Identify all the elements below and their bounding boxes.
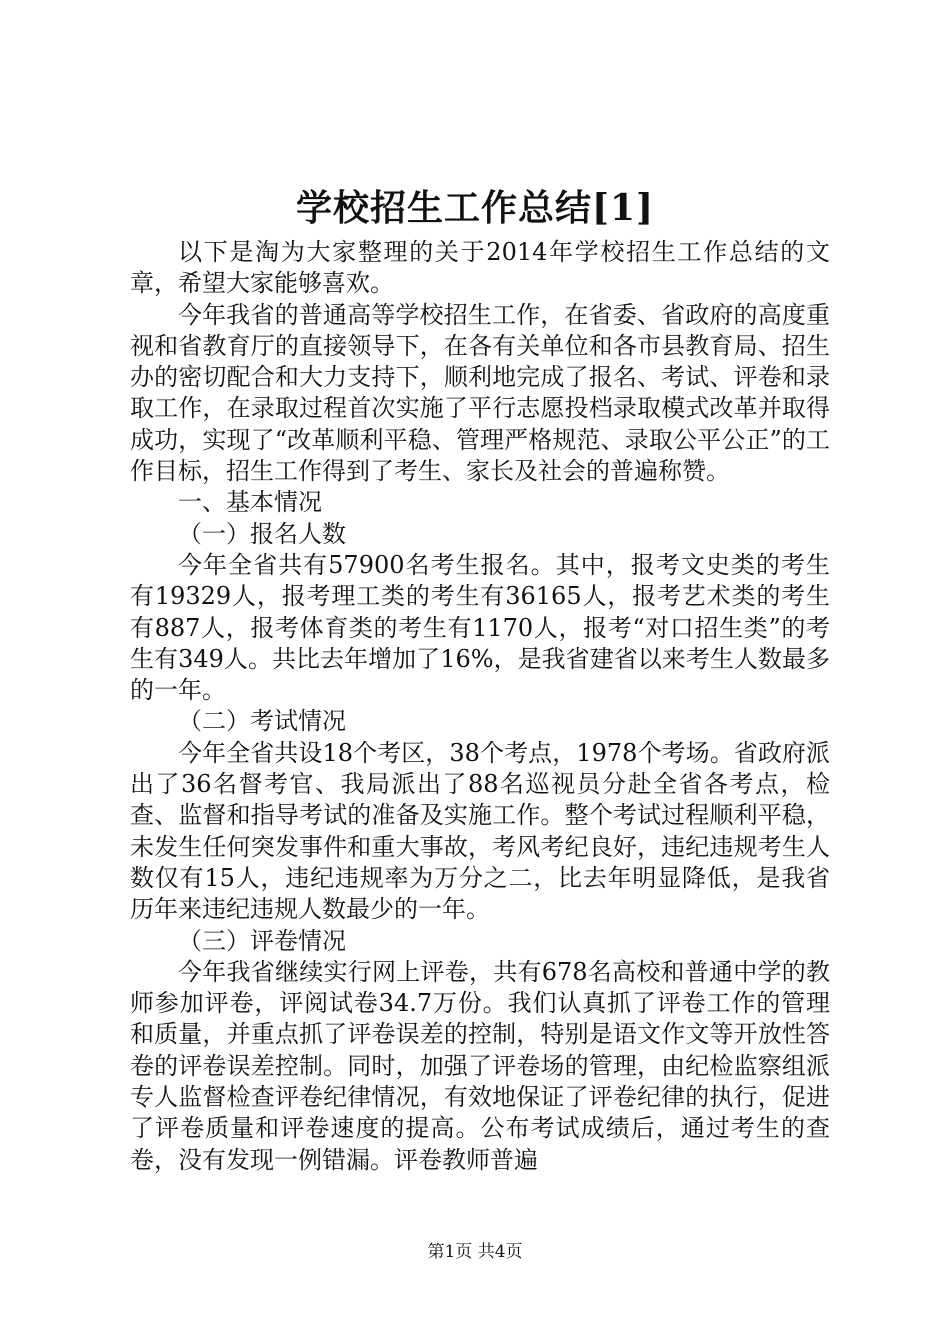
document-body [130, 237, 830, 1176]
subsection-heading-grading: （三）评卷情况 [178, 926, 346, 955]
subsection-heading-exam: （二）考试情况 [178, 707, 346, 736]
paragraph-exam: 今年全省共设18个考区，38个考点，1978个考场。省政府派出了36名督考官、我局派出了88名巡视员分赴全省各考点，检查、监督和指导考试的准备及实施工作。整个考试过程顺利平稳，未发生任何突发事件和重大事故，考风考纪良好，违纪违规考生人数仅有15人，违纪违规率为万分之二，比去年明显降低，是我省历年来违纪违规人数最少的一年。 [130, 738, 830, 924]
document-title: 学校招生工作总结[1] [295, 187, 655, 229]
paragraph-intro: 以下是淘为大家整理的关于2014年学校招生工作总结的文章，希望大家能够喜欢。 [130, 238, 830, 298]
paragraph-registration: 今年全省共有57900名考生报名。其中，报考文史类的考生有19329人，报考理工类的考生有36165人，报考艺术类的考生有887人，报考体育类的考生有1170人，报考“对口招生类”的考生有349人。共比去年增加了16%，是我省建省以来考生人数最多的一年。 [130, 550, 830, 705]
subsection-heading-registration: （一）报名人数 [178, 519, 346, 548]
section-heading-basic: 一、基本情况 [178, 488, 322, 517]
paragraph-grading: 今年我省继续实行网上评卷，共有678名高校和普通中学的教师参加评卷，评阅试卷34.7万份。我们认真抓了评卷工作的管理和质量，并重点抓了评卷误差的控制，特别是语文作文等开放性答卷的评卷误差控制。同时，加强了评卷场的管理，由纪检监察组派专人监督检查评卷纪律情况，有效地保证了评卷纪律的执行，促进了评卷质量和评卷速度的提高。公布考试成绩后，通过考生的查卷，没有发现一例错漏。评卷教师普遍 [130, 957, 830, 1174]
page-number-footer: 第1页 共4页 [427, 1242, 523, 1262]
paragraph-overview: 今年我省的普通高等学校招生工作，在省委、省政府的高度重视和省教育厅的直接领导下，在各有关单位和各市县教育局、招生办的密切配合和大力支持下，顺利地完成了报名、考试、评卷和录取工作，在录取过程首次实施了平行志愿投档录取模式改革并取得成功，实现了“改革顺利平稳、管理严格规范、录取公平公正”的工作目标，招生工作得到了考生、家长及社会的普遍称赞。 [130, 300, 830, 486]
